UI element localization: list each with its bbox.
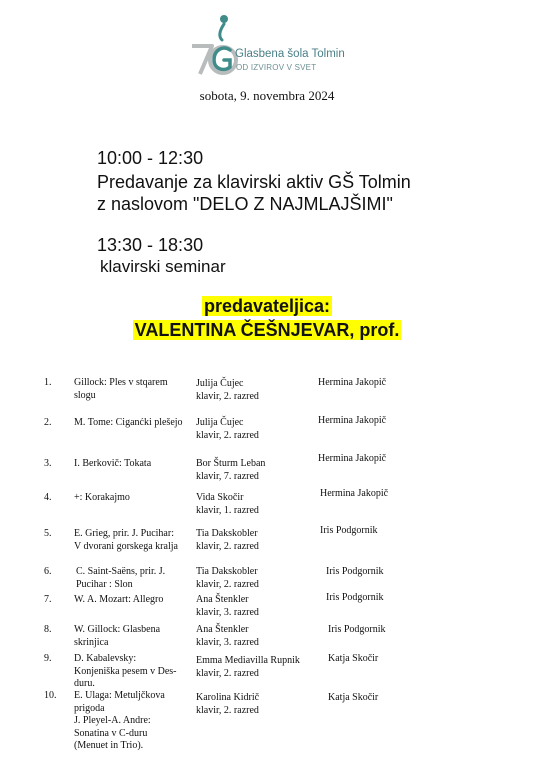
item-teacher: Hermina Jakopič [318, 377, 387, 388]
item-teacher: Iris Podgornik [328, 624, 386, 635]
item-student: Julija Čujec klavir, 2. razred [196, 378, 259, 402]
item-number: 6. [44, 566, 52, 577]
item-piece: Gillock: Ples v stqarem slogu [74, 377, 168, 401]
item-student: Ana Štenkler klavir, 3. razred [196, 624, 259, 648]
item-teacher: Hermina Jakopič [318, 415, 387, 426]
item-number: 8. [44, 624, 52, 635]
item-student: Vida Skočir klavir, 1. razred [196, 492, 259, 516]
item-teacher: Iris Podgornik [320, 525, 378, 536]
item-number: 2. [44, 417, 52, 428]
item-student: Ana Štenkler klavir, 3. razred [196, 594, 259, 618]
item-student: Julija Čujec klavir, 2. razred [196, 417, 259, 441]
lecture-title-line2: z naslovom "DELO Z NAJMLAJŠIMI" [97, 194, 393, 214]
item-piece: E. Ulaga: Metuljčkova prigoda J. Pleyel-A. Andre: Sonatina v C-duru (Menuet in Trio). [74, 690, 165, 751]
item-number: 4. [44, 492, 52, 503]
item-number: 10. [44, 690, 57, 701]
item-student: Tia Dakskobler klavir, 2. razred [196, 566, 259, 590]
item-piece: +: Korakajmo [74, 492, 130, 503]
item-teacher: Iris Podgornik [326, 592, 384, 603]
item-student: Emma Mediavilla Rupnik klavir, 2. razred [196, 655, 300, 679]
seminar-label: klavirski seminar [100, 257, 226, 276]
school-motto: OD IZVIROV V SVET [236, 63, 317, 72]
item-number: 9. [44, 653, 52, 664]
event-date: sobota, 9. novembra 2024 [199, 88, 335, 103]
item-piece: C. Saint-Saëns, prir. J. Pucihar : Slon [76, 566, 166, 590]
item-teacher: Iris Podgornik [326, 566, 384, 577]
school-logo [190, 12, 350, 80]
morning-time: 10:00 - 12:30 [97, 148, 204, 168]
item-piece: M. Tome: Ciganćki plešejo [74, 417, 183, 428]
item-number: 1. [44, 377, 52, 388]
item-piece: D. Kabalevsky: Konjeniška pesem v Des- duru. [74, 653, 177, 689]
item-teacher: Hermina Jakopič [320, 488, 389, 499]
item-piece: W. A. Mozart: Allegro [74, 594, 164, 605]
school-name: Glasbena šola Tolmin [235, 48, 345, 60]
lecturer-name [0, 320, 534, 341]
lecturer-label [0, 296, 534, 317]
afternoon-time: 13:30 - 18:30 [97, 235, 204, 255]
lecture-title-line1: Predavanje za klavirski aktiv GŠ Tolmin [97, 172, 411, 192]
item-student: Bor Šturm Leban klavir, 7. razred [196, 458, 266, 482]
item-number: 3. [44, 458, 52, 469]
item-number: 5. [44, 528, 52, 539]
item-student: Tia Dakskobler klavir, 2. razred [196, 528, 259, 552]
item-piece: I. Berkovič: Tokata [74, 458, 152, 469]
lecturer-name-text: VALENTINA ČEŠNJEVAR, prof. [134, 320, 400, 340]
item-teacher: Hermina Jakopič [318, 453, 387, 464]
item-teacher: Katja Skočir [328, 692, 379, 703]
item-teacher: Katja Skočir [328, 653, 379, 664]
item-piece: E. Grieg, prir. J. Pucihar: V dvorani gorskega kralja [74, 528, 178, 552]
item-piece: W. Gillock: Glasbena skrinjica [74, 624, 161, 648]
item-number: 7. [44, 594, 52, 605]
lecturer-label-text: predavateljica: [203, 296, 331, 316]
item-student: Karolina Kidrič klavir, 2. razred [196, 692, 260, 716]
